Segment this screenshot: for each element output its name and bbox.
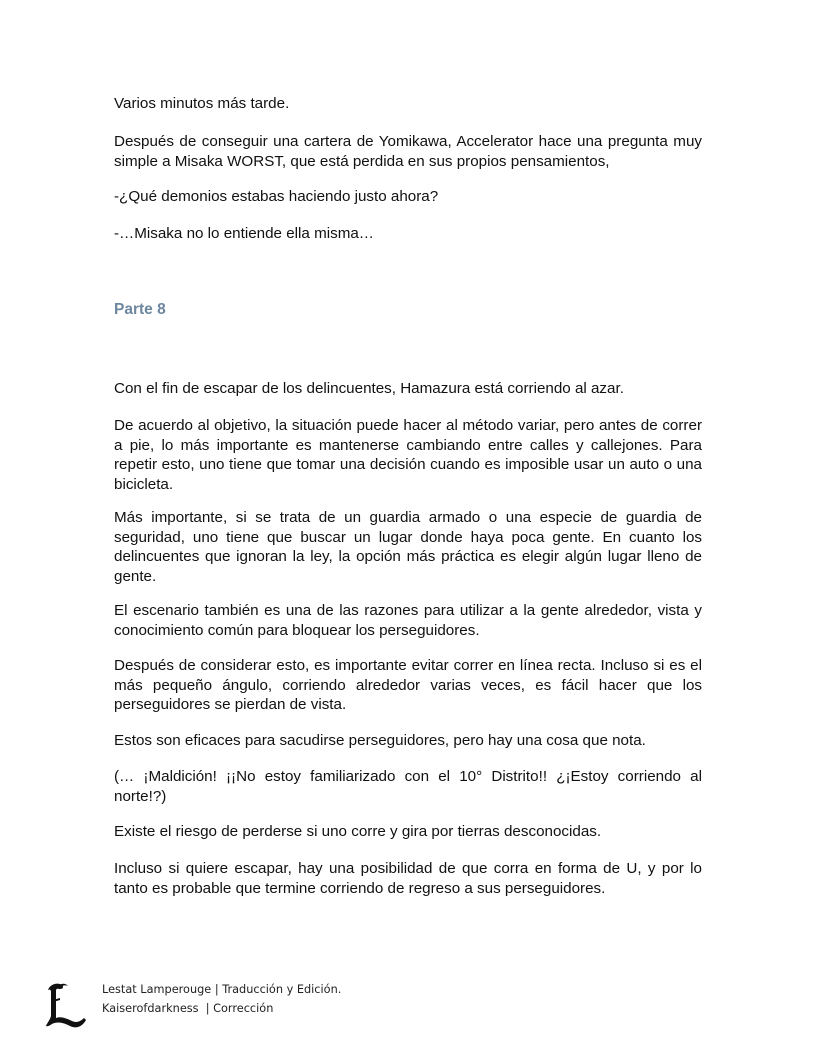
footer — [44, 978, 444, 1038]
gothic-letter-L-icon — [44, 980, 88, 1030]
paragraph: Más importante, si se trata de un guardia armado o una especie de guardia de seguridad, uno tiene que buscar un lugar donde haya poca gente. En cuanto los delincuentes que ignoran la ley, la opción más práctica es elegir algún lugar lleno de gente. — [114, 509, 702, 585]
paragraph: Incluso si quiere escapar, hay una posibilidad de que corra en forma de U, y por lo tanto es probable que termine corriendo de regreso a sus perseguidores. — [114, 860, 702, 897]
section-heading: Parte 8 — [114, 301, 166, 318]
paragraph: Después de considerar esto, es importante evitar correr en línea recta. Incluso si es el más pequeño ángulo, corriendo alrededor varias veces, es fácil hacer que los perseguidores se pierdan de vista. — [114, 657, 702, 713]
paragraph: Existe el riesgo de perderse si uno corre y gira por tierras desconocidas. — [114, 823, 602, 840]
paragraph: (… ¡Maldición! ¡¡No estoy familiarizado con el 10° Distrito!! ¿¡Estoy corriendo al norte!?) — [114, 768, 702, 805]
credit-correction: Kaiserofdarkness | Corrección — [102, 1002, 274, 1015]
paragraph: Varios minutos más tarde. — [114, 95, 290, 112]
credits — [102, 980, 341, 1018]
paragraph: -…Misaka no lo entiende ella misma… — [114, 225, 374, 242]
credit-translation: Lestat Lamperouge | Traducción y Edición. — [102, 983, 342, 996]
paragraph: -¿Qué demonios estabas haciendo justo ahora? — [114, 188, 439, 205]
paragraph: Estos son eficaces para sacudirse perseguidores, pero hay una cosa que nota. — [114, 732, 646, 749]
paragraph: Después de conseguir una cartera de Yomikawa, Accelerator hace una pregunta muy simple a Misaka WORST, que está perdida en sus propios pensamientos, — [114, 133, 702, 170]
paragraph: Con el fin de escapar de los delincuentes, Hamazura está corriendo al azar. — [114, 380, 624, 397]
paragraph: El escenario también es una de las razones para utilizar a la gente alrededor, vista y conocimiento común para bloquear los perseguidores. — [114, 602, 702, 639]
paragraph: De acuerdo al objetivo, la situación puede hacer al método variar, pero antes de correr a pie, lo más importante es mantenerse cambiando entre calles y callejones. Para repetir esto, uno tiene que tomar una decisión cuando es imposible usar un auto o una bicicleta. — [114, 417, 702, 493]
